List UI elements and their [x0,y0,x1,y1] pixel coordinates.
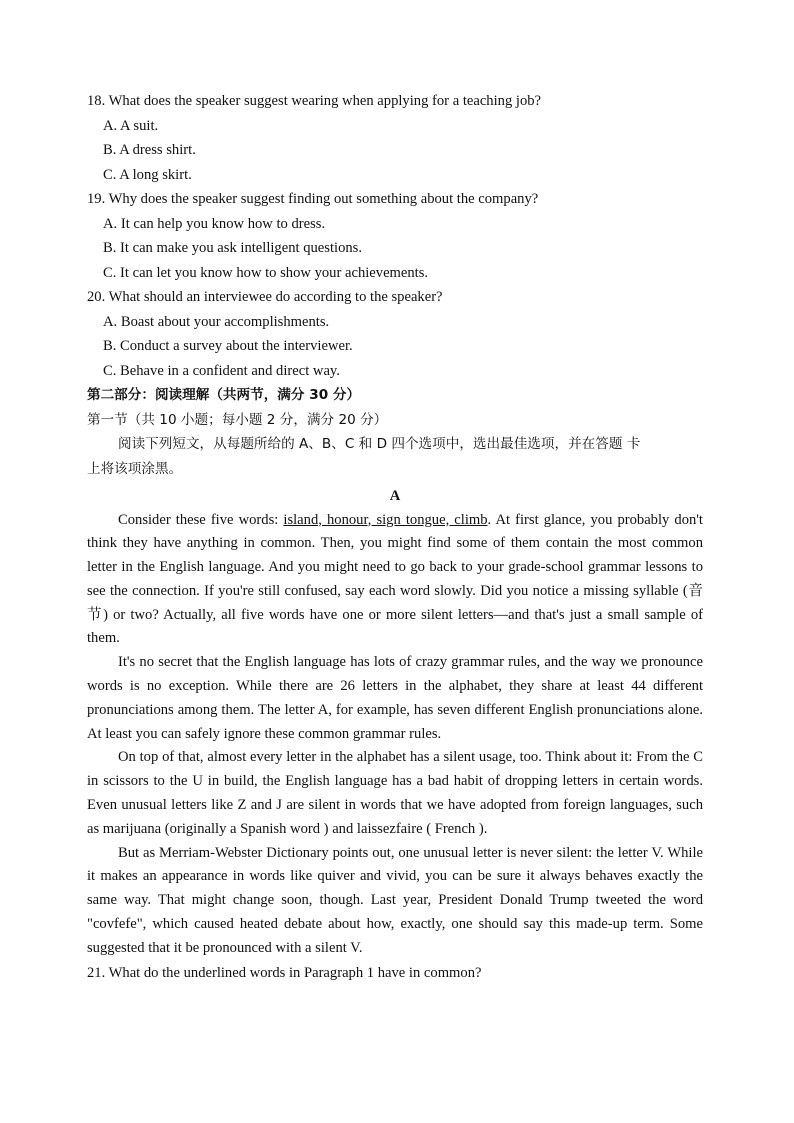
q18-stem: 18. What does the speaker suggest wearing when applying for a teaching job? [87,93,542,109]
q19-option-b: B. It can make you ask intelligent questions. [103,240,362,256]
reading-section-title: 第一节（共 10 小题；每小题 2 分，满分 20 分） [87,411,388,428]
reading-instruction-line2: 上将该项涂黑。 [87,460,183,477]
paragraph-3: On top of that, almost every letter in the alphabet has a silent usage, too. Think about it: From the C in scissors to the U in build, the English language has a bad habit of dropping letters in certain words. Even unusual letters like Z and J are silent in words that we have adopted from foreign languages, such as marijuana (originally a Spanish word ) and laissezfaire ( French ). [87,749,703,837]
q19-option-c: C. It can let you know how to show your achievements. [103,264,429,281]
q19-stem: 19. Why does the speaker suggest finding out something about the company? [87,191,539,207]
paragraph-1-rest: . At first glance, you probably don't think they have anything in common. Then, you might find some of them contain the most common letter in the English language. And you might need to go back to your grade-school grammar lessons to see the connection. If you're still confused, say each word slowly. Did you notice a missing syllable (音节) or two? Actually, all five words have one or more silent letters—and that's just a small sample of them. [87,511,703,647]
q20-option-c: C. Behave in a confident and direct way. [103,362,340,379]
underlined-words: island, honour, sign tongue, climb [283,511,488,528]
paragraph-2: It's no secret that the English language has lots of crazy grammar rules, and the way we pronounce words is no exception. While there are 26 letters in the alphabet, they share at least 44 different pronunciations among them. The letter A, for example, has seven different English pronunciations alone. At least you can safely ignore these common grammar rules. [87,654,703,742]
q20-stem: 20. What should an interviewee do according to the speaker? [87,289,443,305]
reading-part-title: 第二部分：阅读理解（共两节，满分 30 分） [87,387,361,403]
paragraph-1-start: Consider these five words: [118,511,284,528]
reading-instruction-line1: 阅读下列短文，从每题所给的 A、B、C 和 D 四个选项中，选出最佳选项，并在答题 卡 [118,436,641,452]
q18-option-c: C. A long skirt. [103,166,192,183]
q19-option-a: A. It can help you know how to dress. [103,215,326,232]
q20-option-a: A. Boast about your accomplishments. [103,313,330,330]
q20-option-b: B. Conduct a survey about the interviewer. [103,338,353,354]
passage-label: A [389,488,401,504]
q18-option-b: B. A dress shirt. [103,142,196,158]
q21-stem: 21. What do the underlined words in Paragraph 1 have in common? [87,964,482,981]
paragraph-4: But as Merriam-Webster Dictionary points out, one unusual letter is never silent: the letter V. While it makes an appearance in words like quiver and vivid, you can be sure it always behaves exactly the same way. That might change soon, though. Last year, President Donald Trump tweeted the word "covfefe", which caused heated debate about how, exactly, one should say this made-up term. Some suggested that it be pronounced with a silent V. [87,844,703,956]
q18-option-a: A. A suit. [103,117,159,134]
paragraph-1 [87,509,703,652]
exam-page [87,89,703,985]
